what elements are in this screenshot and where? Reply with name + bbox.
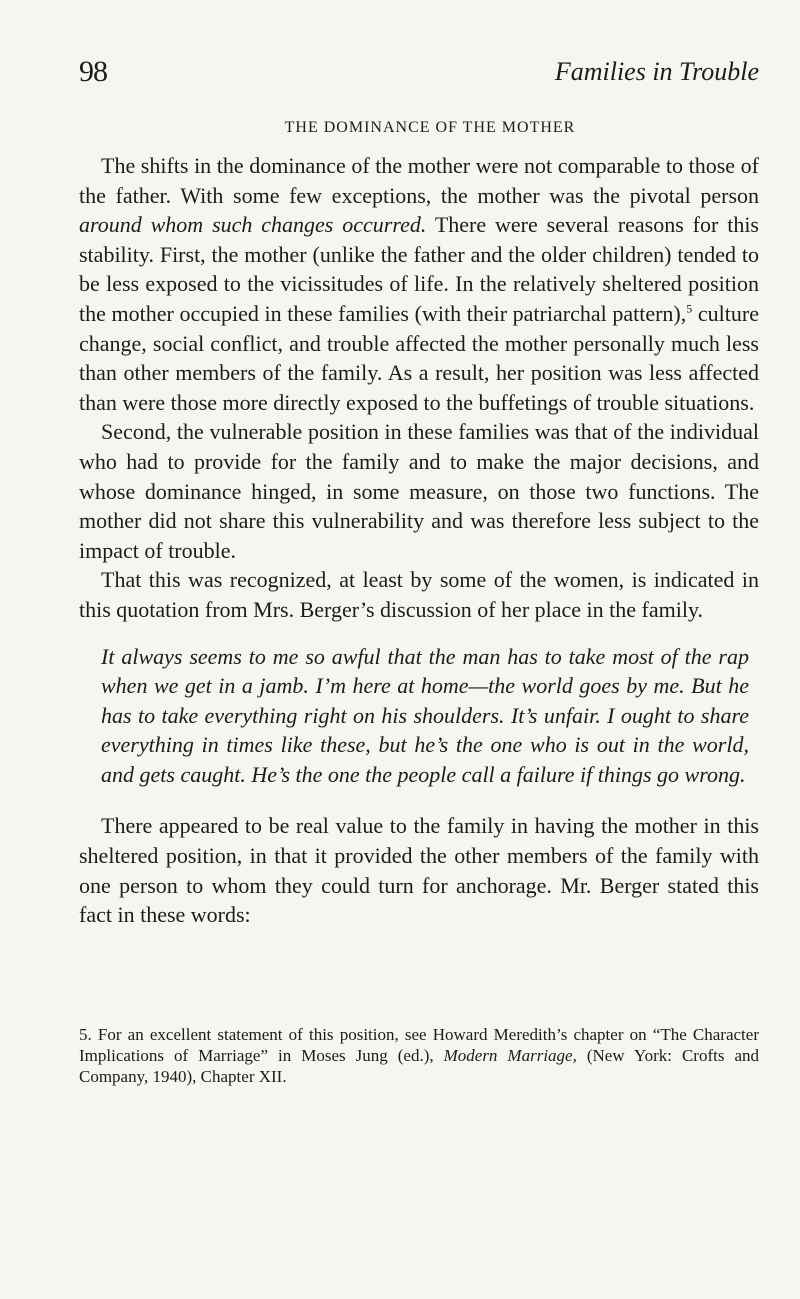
running-head [79, 52, 759, 92]
block-quote: It always seems to me so awful that the man has to take most of the rap when we get in a jamb. I’m here at home—the world goes by me. But he has to take everything right on his shoulders. It’s unfair. I ought to share everything in times like these, but he’s the one who is out in the world, and gets caught. He’s the one the people call a failure if things go wrong. [101, 643, 749, 787]
footnote-italic-title: Modern Marriage, [443, 1046, 577, 1065]
running-title: Families in Trouble [554, 57, 759, 86]
body-text [79, 151, 759, 930]
footnote-marker: 5 [686, 301, 693, 316]
page-number: 98 [79, 55, 107, 88]
footnote-number: 5. [79, 1025, 92, 1044]
paragraph-3: That this was recognized, at least by some of the women, is indicated in this quotation from Mrs. Berger’s discussion of her place in the family. [79, 567, 759, 622]
footnote-text-a: For an excellent statement of this position, see Howard Meredith’s chapter on “The Character Implications of Marriage” in Moses Jung (ed.), [79, 1025, 759, 1065]
paragraph-2: Second, the vulnerable position in these families was that of the individual who had to provide for the family and to make the major decisions, and whose dominance hinged, in some measure, on those two functions. The mother did not share this vulnerability and was therefore less subject to the impact of trouble. [79, 419, 759, 563]
footnote [79, 1024, 759, 1087]
paragraph-1-text-a: The shifts in the dominance of the mother were not comparable to those of the father. With some few exceptions, the mother was the pivotal person [79, 153, 759, 208]
paragraph-1-text-c: culture change, social conflict, and trouble affected the mother personally much less than other members of the family. As a result, her position was less affected than were those more directly exposed to the buffetings of trouble situations. [79, 300, 759, 415]
paragraph-1 [79, 151, 759, 417]
section-heading: THE DOMINANCE OF THE MOTHER [284, 119, 576, 136]
paragraph-1-italic: around whom such changes occurred. [79, 212, 427, 238]
paragraph-1-text-b: There were several reasons for this stability. First, the mother (unlike the father and the older children) tended to be less exposed to the vicissitudes of life. In the relatively sheltered position the mother occupied in these families (with their patriarchal pattern), [79, 212, 759, 326]
book-page [79, 0, 759, 1299]
footnote-text-b: (New York: Crofts and Company, 1940), Chapter XII. [79, 1046, 760, 1086]
paragraph-4: There appeared to be real value to the family in having the mother in this sheltered position, in that it provided the other members of the family with one person to whom they could turn for anchorage. Mr. Berger stated this fact in these words: [79, 813, 759, 928]
